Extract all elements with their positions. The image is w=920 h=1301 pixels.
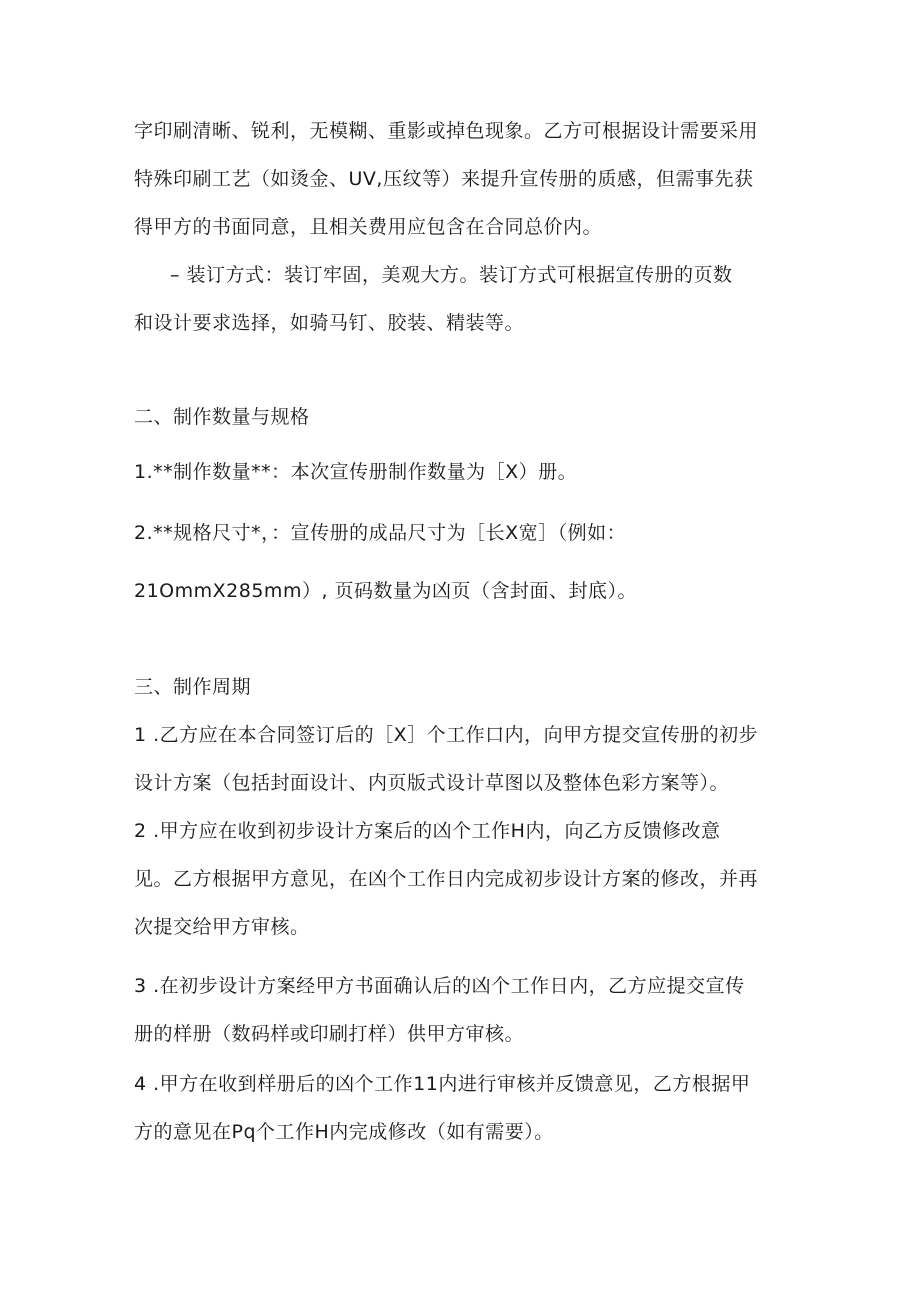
section-heading-schedule: 三、制作周期 (134, 676, 252, 698)
paragraph-line: 方的意见在Pq个工作H内完成修改（如有需要）。 (134, 1121, 554, 1143)
list-item-quantity: 1.**制作数量**：本次宣传册制作数量为［X）册。 (134, 461, 578, 483)
list-item-schedule-4: 4 .甲方在收到样册后的凶个工作11内进行审核并反馈意见，乙方根据甲 (134, 1073, 751, 1095)
section-heading-quantity-spec: 二、制作数量与规格 (134, 406, 310, 428)
paragraph-line: 特殊印刷工艺（如烫金、UV,压纹等）来提升宣传册的质感，但需事先获 (134, 168, 754, 190)
paragraph-line: 设计方案（包括封面设计、内页版式设计草图以及整体色彩方案等）。 (134, 772, 730, 794)
bullet-line-binding-method: – 装订方式：装订牢固，美观大方。装订方式可根据宣传册的页数 (170, 264, 733, 286)
paragraph-line: 字印刷清晰、锐利，无模糊、重影或掉色现象。乙方可根据设计需要采用 (134, 120, 759, 142)
list-item-schedule-1: 1 .乙方应在本合同签订后的［X］个工作口内，向甲方提交宣传册的初步 (134, 724, 759, 746)
list-item-schedule-3: 3 .在初步设计方案经甲方书面确认后的凶个工作日内，乙方应提交宣传 (134, 975, 745, 997)
paragraph-line: 得甲方的书面同意，且相关费用应包含在合同总价内。 (134, 216, 603, 238)
paragraph-line: 见。乙方根据甲方意见，在凶个工作日内完成初步设计方案的修改，并再 (134, 868, 759, 890)
paragraph-line: 册的样册（数码样或印刷打样）供甲方审核。 (134, 1023, 525, 1045)
paragraph-line: 和设计要求选择，如骑马钉、胶装、精装等。 (134, 312, 525, 334)
list-item-size-continued: 21OmmX285mm）, 页码数量为凶页（含封面、封底）。 (134, 580, 638, 602)
list-item-schedule-2: 2 .甲方应在收到初步设计方案后的凶个工作H内，向乙方反馈修改意 (134, 820, 721, 842)
paragraph-line: 次提交给甲方审核。 (134, 916, 310, 938)
list-item-size: 2.**规格尺寸*，：宣传册的成品尺寸为［长X宽］（例如： (134, 522, 627, 544)
